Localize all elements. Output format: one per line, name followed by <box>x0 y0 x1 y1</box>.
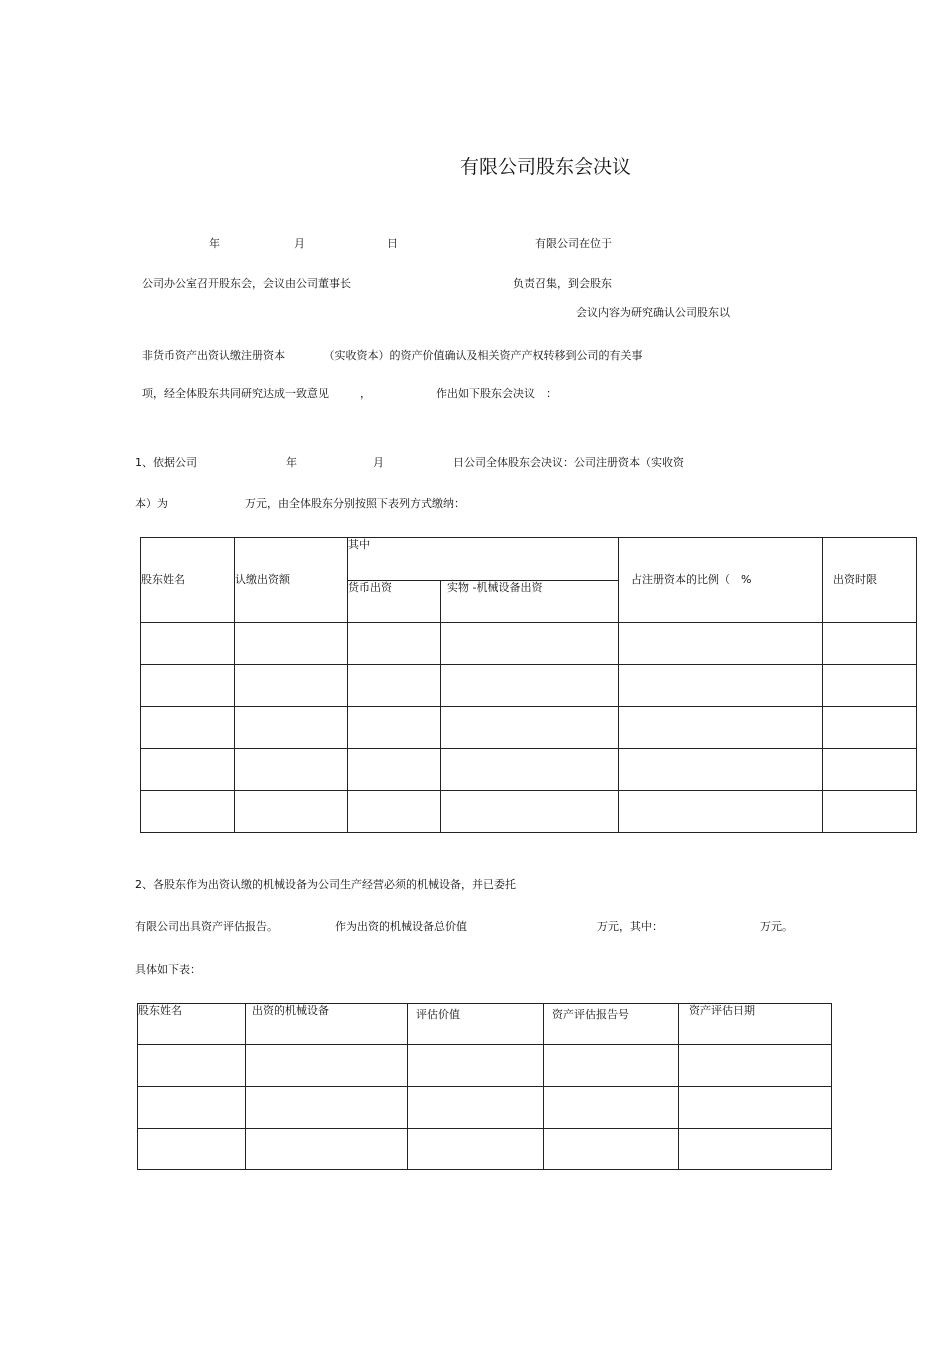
item2-line2-mid2: 万元，其中： <box>597 920 663 933</box>
item1-year-label: 年 <box>286 456 297 469</box>
header-capital-ratio: 占注册资本的比例（ % <box>619 538 823 623</box>
header-valuation: 评估价值 <box>408 1004 544 1045</box>
table-row <box>141 623 917 665</box>
header-cash-contribution: 货币出资 <box>348 581 441 623</box>
header-physical-contribution: 实物 -机械设备出资 <box>441 581 619 623</box>
item1-start: 1、依据公司 <box>135 456 197 469</box>
intro-day-label: 日 <box>387 237 398 250</box>
table-row <box>141 707 917 749</box>
equipment-valuation-table <box>137 1003 832 1170</box>
intro-line3: 会议内容为研究确认公司股东以 <box>576 306 730 319</box>
header-of-which: 其中 <box>348 538 619 581</box>
document-title: 有限公司股东会决议 <box>460 156 632 178</box>
table-row <box>141 665 917 707</box>
item1-month-label: 月 <box>373 456 384 469</box>
intro-year-label: 年 <box>209 237 220 250</box>
intro-place-text: 有限公司在位于 <box>535 237 612 250</box>
table-row <box>138 1045 832 1087</box>
intro-line5-right: 作出如下股东会决议 ： <box>436 387 557 400</box>
header-shareholder-name: 股东姓名 <box>141 538 235 623</box>
header-shareholder-name: 股东姓名 <box>138 1004 246 1045</box>
item1-line2-end: 万元，由全体股东分别按照下表列方式缴纳： <box>245 497 465 510</box>
header-subscribed-amount: 认缴出资额 <box>235 538 348 623</box>
intro-line2-right: 负责召集，到会股东 <box>513 277 612 290</box>
header-report-number: 资产评估报告号 <box>544 1004 679 1045</box>
item2-line1: 2、各股东作为出资认缴的机械设备为公司生产经营必须的机械设备，并已委托 <box>135 878 516 891</box>
header-deadline: 出资时限 <box>823 538 917 623</box>
table-row <box>138 1087 832 1129</box>
item2-line2-end: 万元。 <box>760 920 793 933</box>
table-row <box>141 791 917 833</box>
intro-line5-comma: ， <box>360 387 371 400</box>
item1-line2-start: 本）为 <box>135 497 168 510</box>
intro-month-label: 月 <box>294 237 305 250</box>
item2-line2-start: 有限公司出具资产评估报告。 <box>135 920 278 933</box>
intro-line4: 非货币资产出资认缴注册资本 （实收资本）的资产价值确认及相关资产产权转移到公司的有关事 <box>142 349 643 362</box>
capital-contribution-table <box>140 537 917 833</box>
item2-line2-mid: 作为出资的机械设备总价值 <box>335 920 467 933</box>
intro-line5-left: 项，经全体股东共同研究达成一致意见 <box>142 387 329 400</box>
item1-line1-end: 日公司全体股东会决议：公司注册资本（实收资 <box>453 456 684 469</box>
header-equipment: 出资的机械设备 <box>246 1004 408 1045</box>
table-row <box>141 749 917 791</box>
table-row <box>138 1129 832 1170</box>
header-valuation-date: 资产评估日期 <box>679 1004 832 1045</box>
intro-line2-left: 公司办公室召开股东会，会议由公司董事长 <box>142 277 351 290</box>
item2-line3: 具体如下表： <box>135 963 201 976</box>
